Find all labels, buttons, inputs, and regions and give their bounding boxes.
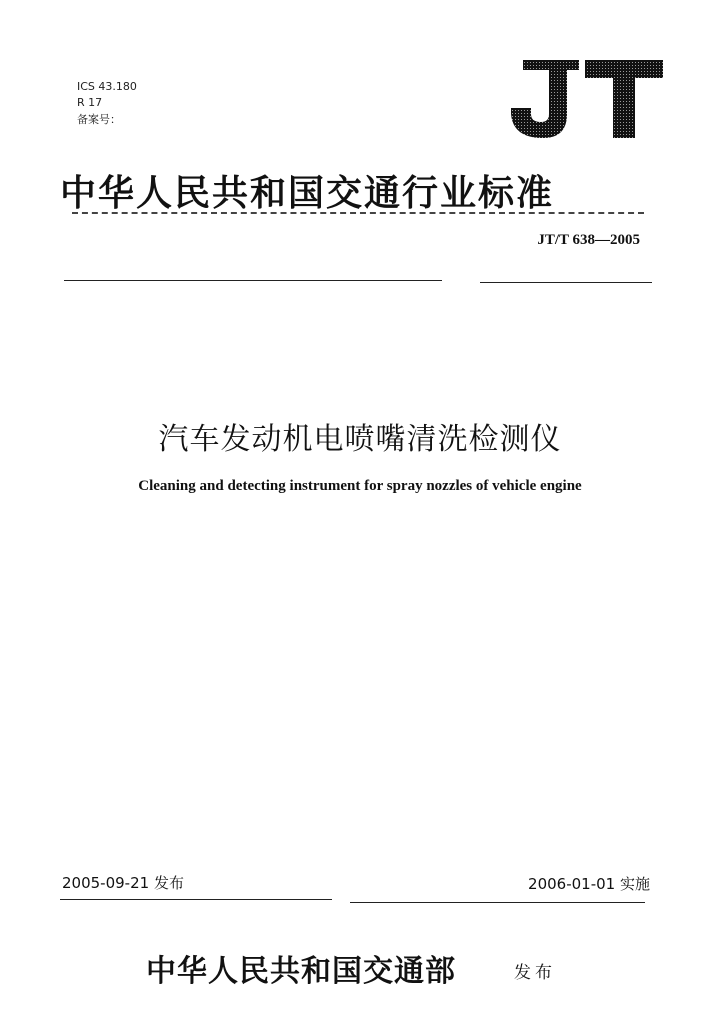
- ics-code: ICS 43.180: [77, 80, 137, 93]
- issue-label: 发布: [514, 963, 556, 983]
- classification-code: R 17: [77, 96, 103, 109]
- title-divider: [72, 212, 644, 214]
- implementation-date: 2006-01-01 实施: [528, 875, 650, 893]
- footer-rule-right: [350, 902, 645, 903]
- jt-logo: [505, 58, 665, 140]
- document-title-english: Cleaning and detecting instrument for spray nozzles of vehicle engine: [138, 478, 582, 494]
- document-title-chinese: 汽车发动机电喷嘴清洗检测仪: [158, 422, 562, 457]
- issuing-authority: 中华人民共和国交通部: [146, 954, 456, 989]
- header-rule-left: [64, 280, 442, 281]
- footer-rule-left: [60, 899, 332, 900]
- publish-date: 2005-09-21 发布: [62, 874, 184, 892]
- standard-category-title: 中华人民共和国交通行业标准: [60, 172, 555, 214]
- standard-number: JT/T 638—2005: [537, 232, 640, 248]
- filing-number-label: 备案号：: [77, 113, 121, 126]
- header-rule-right: [480, 282, 652, 283]
